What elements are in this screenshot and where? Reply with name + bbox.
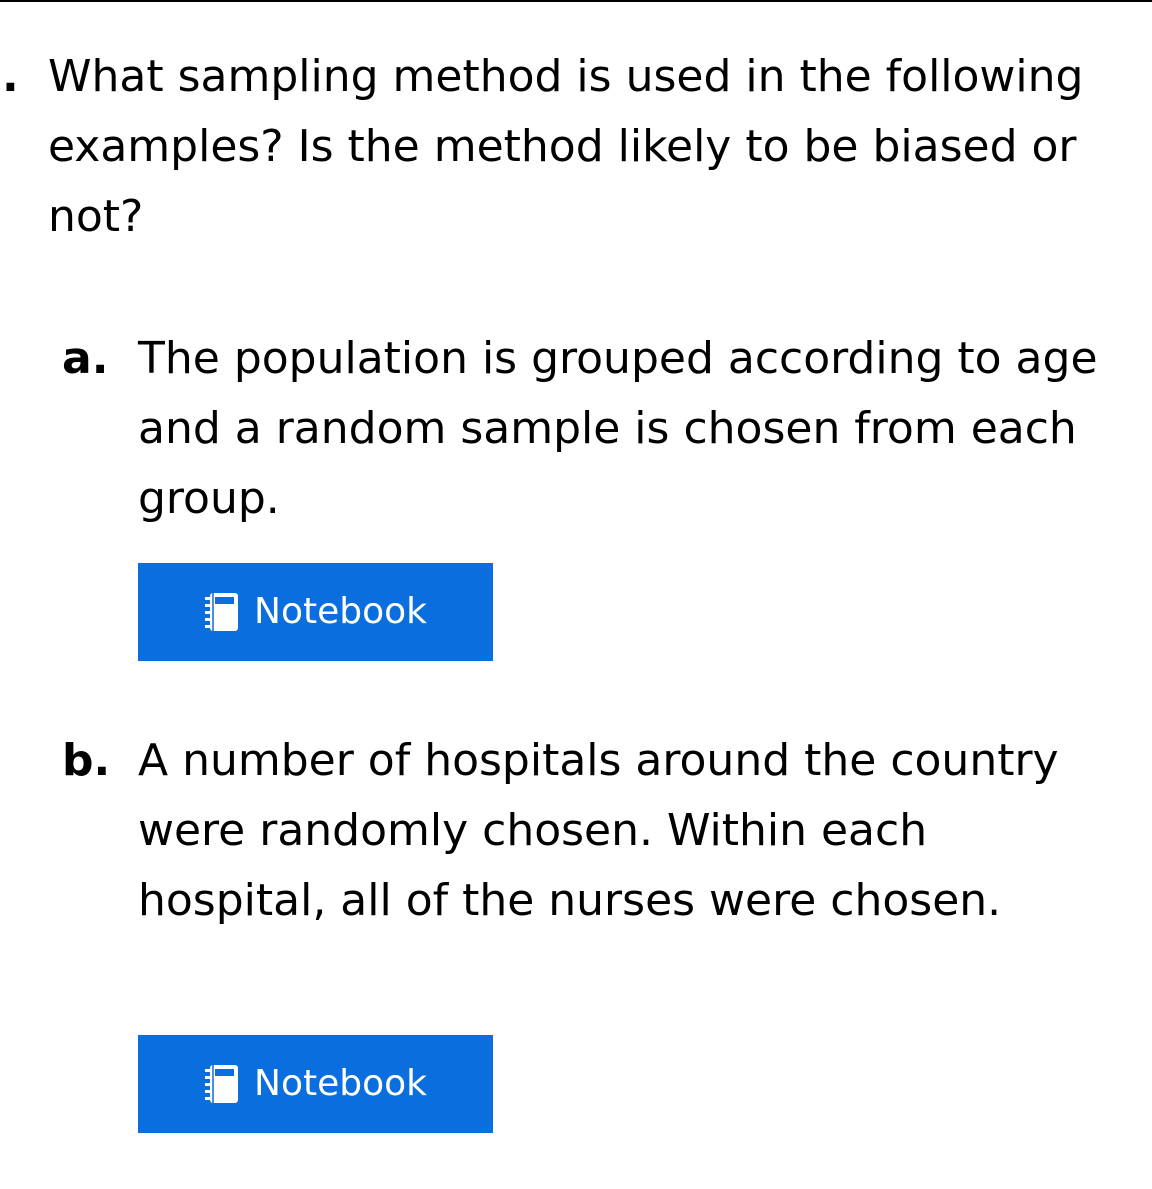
- part-b-label: b.: [62, 735, 111, 786]
- question-text: What sampling method is used in the following examples? Is the method likely to be biased or not?: [48, 51, 1084, 242]
- part-b-text: A number of hospitals around the country were randomly chosen. Within each hospital, all of the nurses were chosen.: [138, 735, 1059, 926]
- notebook-button-a-label: Notebook: [254, 591, 427, 632]
- notebook-button-b-label: Notebook: [254, 1063, 427, 1104]
- notebook-icon: [204, 1064, 240, 1104]
- part-a-label: a.: [62, 333, 109, 384]
- top-divider: [0, 0, 1152, 2]
- part-a-text: The population is grouped according to age and a random sample is chosen from each group.: [138, 333, 1098, 524]
- notebook-button-a[interactable]: [138, 563, 493, 661]
- notebook-icon: [204, 592, 240, 632]
- notebook-button-b[interactable]: [138, 1035, 493, 1133]
- question-number: .: [2, 51, 19, 102]
